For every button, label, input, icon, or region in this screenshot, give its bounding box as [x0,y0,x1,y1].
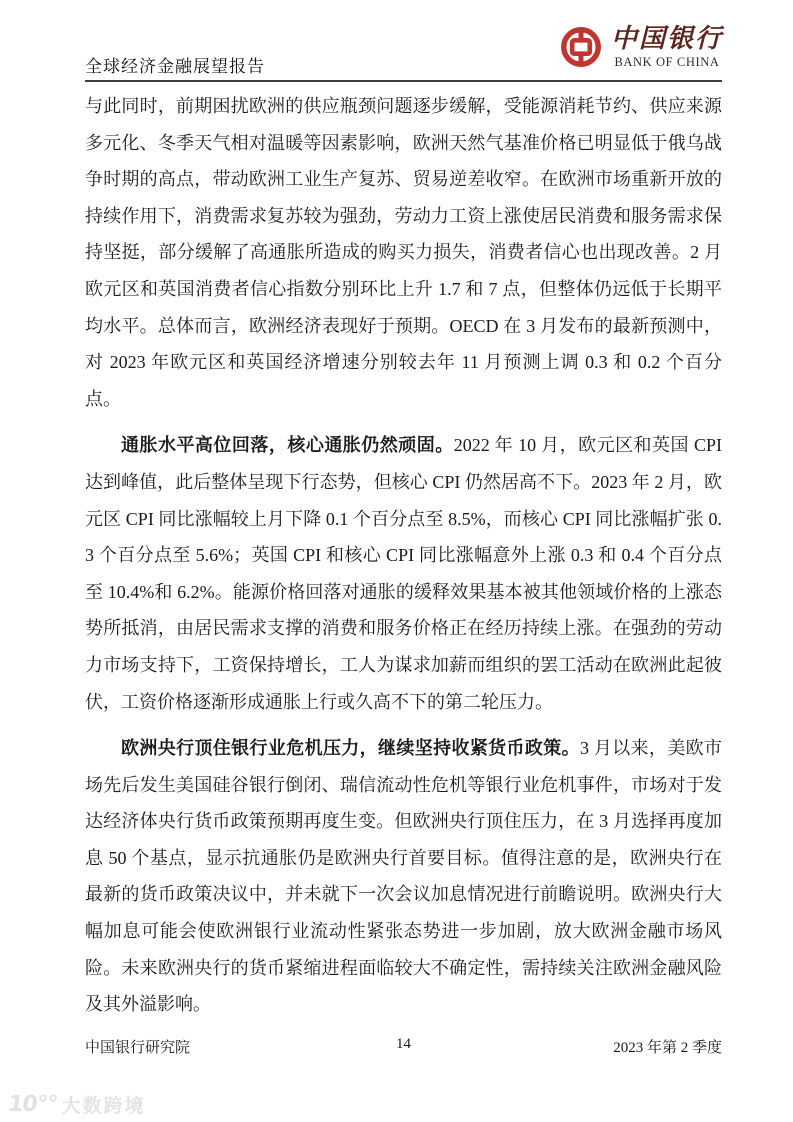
header-divider [85,80,722,82]
paragraph-lead: 欧洲央行顶住银行业危机压力，继续坚持收紧货币政策。 [121,738,580,759]
watermark-text: 大数跨境 [61,1095,146,1117]
footer-institute: 中国银行研究院 [85,1040,191,1056]
paragraph-lead: 通胀水平高位回落，核心通胀仍然顽固。 [121,435,454,456]
watermark-logo-icon: 10°° [6,1092,59,1117]
document-body [85,88,722,1033]
footer-edition: 2023 年第 2 季度 [613,1040,722,1056]
paragraph-text: 3 月以来，美欧市场先后发生美国硅谷银行倒闭、瑞信流动性危机等银行业危机事件，市场对于发达经济体央行货币政策预期再度生变。但欧洲央行顶住压力，在 3 月选择再度加息 50 个基点，显示抗通胀仍是欧洲央行首要目标。值得注意的是，欧洲央行在最新的货币政策决议中，并未就下一次会议加息情况进行前瞻说明。欧洲央行大幅加息可能会使欧洲银行业流动性紧张态势进一步加剧，放大欧洲金融市场风险。未来欧洲央行的货币紧缩进程面临较大不确定性，需持续关注欧洲金融风险及其外溢影响。 [85,738,722,1015]
paragraph-text: 与此同时，前期困扰欧洲的供应瓶颈问题逐步缓解，受能源消耗节约、供应来源多元化、冬季天气相对温暖等因素影响，欧洲天然气基准价格已明显低于俄乌战争时期的高点，带动欧洲工业生产复苏、贸易逆差收窄。在欧洲市场重新开放的持续作用下，消费需求复苏较为强劲，劳动力工资上涨使居民消费和服务需求保持坚挺，部分缓解了高通胀所造成的购买力损失，消费者信心也出现改善。2 月欧元区和英国消费者信心指数分别环比上升 1.7 和 7 点，但整体仍远低于长期平均水平。总体而言，欧洲经济表现好于预期。OECD 在 3 月发布的最新预测中，对 2023 年欧元区和英国经济增速分别较去年 11 月预测上调 0.3 和 0.2 个百分点。 [85,96,722,409]
bank-of-china-emblem-icon [560,26,602,68]
paragraph-inflation [85,427,722,720]
bank-name-english: BANK OF CHINA [614,54,720,69]
page-number: 14 [396,1036,411,1052]
paragraph-text: 2022 年 10 月，欧元区和英国 CPI 达到峰值，此后整体呈现下行态势，但核心 CPI 仍然居高不下。2023 年 2 月，欧元区 CPI 同比涨幅较上月下降 0.1 个百分点至 8.5%，而核心 CPI 同比涨幅扩张 0.3 个百分点至 5.6%；英国 CPI 和核心 CPI 同比涨幅意外上涨 0.3 和 0.4 个百分点至 10.4%和 6.2%。能源价格回落对通胀的缓释效果基本被其他领域价格的上涨态势所抵消，由居民需求支撑的消费和服务价格正在经历持续上涨。在强劲的劳动力市场支持下，工资保持增长，工人为谋求加薪而组织的罢工活动在欧洲此起彼伏，工资价格逐渐形成通胀上行或久高不下的第二轮压力。 [85,435,722,712]
paragraph-supply-recovery [85,88,722,417]
watermark [8,1091,146,1118]
bank-of-china-logo [560,25,723,70]
bank-name-chinese: 中国银行 [610,24,723,53]
bank-logo-wordmark [611,25,723,70]
report-title: 全球经济金融展望报告 [85,57,265,76]
paragraph-ecb-policy [85,730,722,1023]
